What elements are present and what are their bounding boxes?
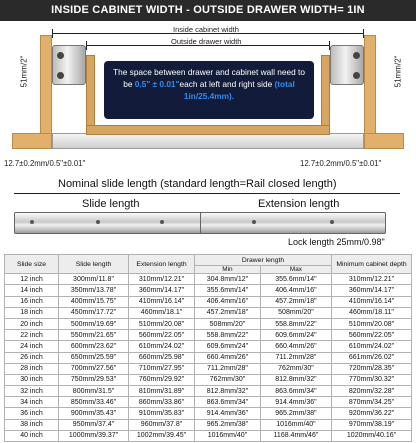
- table-cell-slide: 350mm/13.78": [59, 285, 129, 296]
- table-cell-depth: 360mm/14.17": [332, 285, 412, 296]
- table-row: [5, 274, 412, 285]
- header-min: Min: [195, 266, 261, 274]
- spec-table-body: [5, 274, 412, 442]
- cabinet-wall-right: [364, 35, 376, 135]
- table-cell-depth: 460mm/18.11": [332, 307, 412, 318]
- table-row: [5, 307, 412, 318]
- table-cell-slide: 400mm/15.75": [59, 296, 129, 307]
- table-cell-slide: 450mm/17.72": [59, 307, 129, 318]
- outside-drawer-width-label: Outside drawer width: [171, 37, 242, 46]
- table-row: [5, 296, 412, 307]
- table-cell-max: 1168.4mm/46": [260, 430, 331, 441]
- header-drawer-length: Drawer length: [195, 255, 332, 266]
- table-cell-slide: 300mm/11.8": [59, 274, 129, 285]
- table-cell-slide: 750mm/29.53": [59, 374, 129, 385]
- table-cell-ext: 560mm/22.05": [129, 330, 195, 341]
- table-cell-min: 965.2mm/38": [195, 419, 261, 430]
- table-cell-slide: 550mm/21.65": [59, 330, 129, 341]
- table-cell-slide: 950mm/37.4": [59, 419, 129, 430]
- table-cell-max: 558.8mm/22": [260, 318, 331, 329]
- table-row: [5, 397, 412, 408]
- table-cell-depth: 720mm/28.35": [332, 363, 412, 374]
- screw-icon: [57, 52, 64, 59]
- header-max: Max: [260, 266, 331, 274]
- table-cell-slide: 600mm/23.62": [59, 341, 129, 352]
- table-cell-depth: 410mm/16.14": [332, 296, 412, 307]
- table-cell-size: 26 inch: [5, 352, 59, 363]
- table-cell-ext: 860mm/33.86": [129, 397, 195, 408]
- slide-rail-extended: [200, 212, 386, 234]
- table-cell-size: 34 inch: [5, 397, 59, 408]
- table-cell-ext: 360mm/14.17": [129, 285, 195, 296]
- table-cell-min: 914.4mm/36": [195, 408, 261, 419]
- lock-length-label: Lock length 25mm/0.98": [288, 237, 385, 247]
- height-label-right: 51mm/2": [393, 55, 403, 88]
- table-cell-min: 711.2mm/28": [195, 363, 261, 374]
- note-text-1: The space between drawer and cabinet wall need to be: [113, 67, 305, 89]
- table-cell-ext: 910mm/35.83": [129, 408, 195, 419]
- cabinet-wall-left: [40, 35, 52, 135]
- mount-hole-icon: [160, 220, 164, 224]
- clearance-note: [104, 61, 314, 119]
- table-cell-depth: 310mm/12.21": [332, 274, 412, 285]
- table-cell-size: 32 inch: [5, 386, 59, 397]
- table-cell-min: 863.6mm/34": [195, 397, 261, 408]
- screw-icon: [353, 72, 360, 79]
- table-cell-max: 1016mm/40": [260, 419, 331, 430]
- table-row: [5, 352, 412, 363]
- header-slide-size: Slide size: [5, 255, 59, 274]
- table-cell-min: 457.2mm/18": [195, 307, 261, 318]
- table-cell-size: 30 inch: [5, 374, 59, 385]
- table-cell-size: 28 inch: [5, 363, 59, 374]
- table-cell-min: 355.6mm/14": [195, 285, 261, 296]
- table-cell-max: 660.4mm/26": [260, 341, 331, 352]
- table-cell-min: 1016mm/40": [195, 430, 261, 441]
- table-cell-size: 36 inch: [5, 408, 59, 419]
- table-cell-depth: 870mm/34.25": [332, 397, 412, 408]
- note-highlight-1: 0.5" ± 0.01": [134, 79, 180, 89]
- table-cell-slide: 800mm/31.5": [59, 386, 129, 397]
- table-cell-ext: 960mm/37.8": [129, 419, 195, 430]
- mount-hole-icon: [30, 220, 34, 224]
- table-row: [5, 374, 412, 385]
- table-row: [5, 430, 412, 441]
- spec-table: [4, 254, 412, 442]
- table-cell-max: 863.6mm/34": [260, 386, 331, 397]
- table-cell-slide: 650mm/25.59": [59, 352, 129, 363]
- table-cell-size: 22 inch: [5, 330, 59, 341]
- page-title: INSIDE CABINET WIDTH - OUTSIDE DRAWER WIDTH= 1IN: [0, 0, 416, 21]
- table-cell-slide: 850mm/33.46": [59, 397, 129, 408]
- table-cell-size: 20 inch: [5, 318, 59, 329]
- table-cell-max: 508mm/20": [260, 307, 331, 318]
- table-row: [5, 330, 412, 341]
- table-cell-size: 16 inch: [5, 296, 59, 307]
- screw-icon: [57, 72, 64, 79]
- table-row: [5, 386, 412, 397]
- inside-width-cap-left: [52, 29, 53, 38]
- table-cell-depth: 560mm/22.05": [332, 330, 412, 341]
- table-row: [5, 318, 412, 329]
- nominal-length-label: Nominal slide length (standard length=Rail closed length): [58, 178, 337, 190]
- nominal-length-line: [14, 193, 400, 194]
- outside-width-cap-left: [86, 41, 87, 50]
- drawer-side-right: [321, 55, 330, 135]
- table-cell-depth: 510mm/20.08": [332, 318, 412, 329]
- extension-length-label: Extension length: [258, 198, 340, 210]
- table-cell-max: 965.2mm/38": [260, 408, 331, 419]
- table-cell-ext: 760mm/29.92": [129, 374, 195, 385]
- table-cell-size: 38 inch: [5, 419, 59, 430]
- table-cell-max: 609.6mm/24": [260, 330, 331, 341]
- gap-label-right: 12.7±0.2mm/0.5"±0.01": [300, 159, 382, 168]
- table-cell-ext: 610mm/24.02": [129, 341, 195, 352]
- table-cell-depth: 1020mm/40.16": [332, 430, 412, 441]
- bottom-rail: [52, 133, 364, 149]
- table-cell-min: 812.8mm/32": [195, 386, 261, 397]
- table-cell-min: 609.6mm/24": [195, 341, 261, 352]
- table-row: [5, 419, 412, 430]
- table-cell-depth: 920mm/36.22": [332, 408, 412, 419]
- table-cell-min: 508mm/20": [195, 318, 261, 329]
- table-cell-depth: 661mm/26.02": [332, 352, 412, 363]
- height-label-left: 51mm/2": [19, 55, 29, 88]
- table-row: [5, 341, 412, 352]
- slide-length-diagram: [0, 176, 416, 251]
- table-cell-min: 406.4mm/16": [195, 296, 261, 307]
- table-cell-ext: 660mm/25.98": [129, 352, 195, 363]
- table-cell-size: 18 inch: [5, 307, 59, 318]
- table-cell-max: 762mm/30": [260, 363, 331, 374]
- drawer-bottom: [86, 125, 330, 135]
- table-cell-max: 406.4mm/16": [260, 285, 331, 296]
- inside-cabinet-width-label: Inside cabinet width: [173, 25, 239, 34]
- cabinet-floor-left: [12, 133, 52, 149]
- table-cell-ext: 310mm/12.21": [129, 274, 195, 285]
- mount-hole-icon: [96, 220, 100, 224]
- table-cell-min: 558.8mm/22": [195, 330, 261, 341]
- cabinet-floor-right: [364, 133, 404, 149]
- header-slide-length: Slide length: [59, 255, 129, 274]
- table-cell-depth: 770mm/30.32": [332, 374, 412, 385]
- table-cell-size: 40 inch: [5, 430, 59, 441]
- table-cell-slide: 700mm/27.56": [59, 363, 129, 374]
- mount-hole-icon: [330, 220, 334, 224]
- slide-length-label: Slide length: [82, 198, 140, 210]
- table-cell-min: 660.4mm/26": [195, 352, 261, 363]
- table-cell-size: 24 inch: [5, 341, 59, 352]
- slide-rail-closed: [14, 212, 204, 234]
- header-min-cabinet-depth: Minimum cabinet depth: [332, 255, 412, 274]
- header-extension-length: Extension length: [129, 255, 195, 274]
- table-cell-ext: 810mm/31.89": [129, 386, 195, 397]
- table-cell-slide: 500mm/19.69": [59, 318, 129, 329]
- table-cell-ext: 510mm/20.08": [129, 318, 195, 329]
- table-cell-max: 711.2mm/28": [260, 352, 331, 363]
- table-cell-depth: 820mm/32.28": [332, 386, 412, 397]
- table-cell-depth: 970mm/38.19": [332, 419, 412, 430]
- table-cell-min: 304.8mm/12": [195, 274, 261, 285]
- table-cell-max: 812.8mm/32": [260, 374, 331, 385]
- table-cell-size: 12 inch: [5, 274, 59, 285]
- table-cell-max: 355.6mm/14": [260, 274, 331, 285]
- table-cell-slide: 900mm/35.43": [59, 408, 129, 419]
- cabinet-diagram: [0, 21, 416, 173]
- note-highlight-2: (total 1in/25.4mm).: [183, 79, 295, 101]
- slide-mount-right: [330, 45, 364, 85]
- table-cell-min: 762mm/30": [195, 374, 261, 385]
- table-cell-ext: 410mm/16.14": [129, 296, 195, 307]
- note-text-2: each at left and right side: [179, 79, 275, 89]
- table-cell-max: 457.2mm/18": [260, 296, 331, 307]
- table-cell-ext: 710mm/27.95": [129, 363, 195, 374]
- table-cell-ext: 1002mm/39.45": [129, 430, 195, 441]
- table-cell-max: 914.4mm/36": [260, 397, 331, 408]
- mount-hole-icon: [252, 220, 256, 224]
- table-row: [5, 363, 412, 374]
- table-row: [5, 408, 412, 419]
- table-cell-depth: 610mm/24.02": [332, 341, 412, 352]
- screw-icon: [353, 52, 360, 59]
- table-cell-size: 14 inch: [5, 285, 59, 296]
- table-cell-ext: 460mm/18.1": [129, 307, 195, 318]
- table-row: [5, 285, 412, 296]
- table-cell-slide: 1000mm/39.37": [59, 430, 129, 441]
- gap-label-left: 12.7±0.2mm/0.5"±0.01": [4, 159, 86, 168]
- slide-mount-left: [52, 45, 86, 85]
- drawer-side-left: [86, 55, 95, 135]
